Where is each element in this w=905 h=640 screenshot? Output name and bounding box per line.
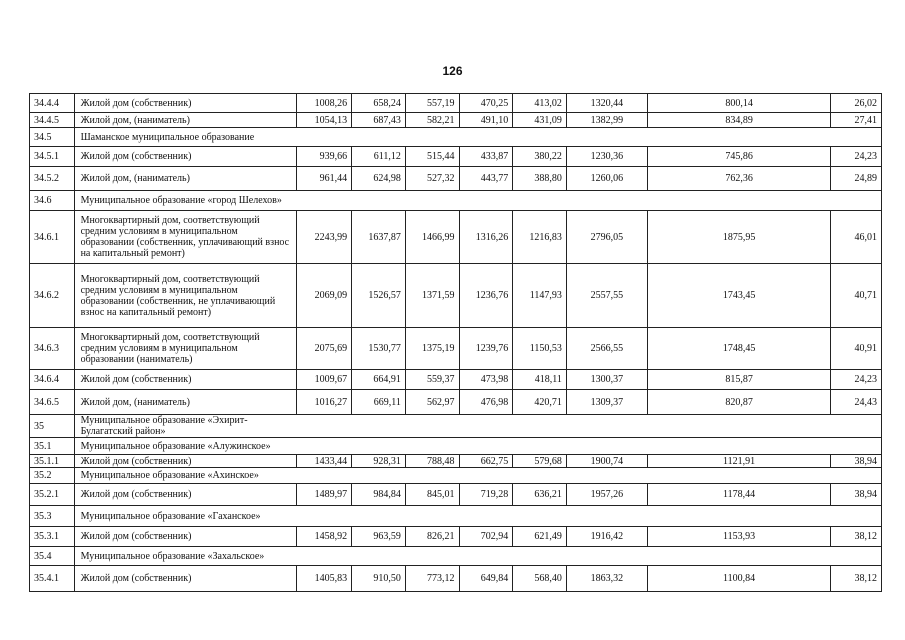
empty-cell	[647, 547, 830, 566]
table-row	[30, 167, 882, 191]
section-row	[30, 191, 882, 211]
value-cell: 1009,67	[297, 370, 352, 390]
empty-cell	[831, 415, 882, 438]
empty-cell	[831, 191, 882, 211]
empty-cell	[566, 547, 647, 566]
empty-cell	[297, 547, 352, 566]
value-cell: 2796,05	[566, 211, 647, 264]
table-body	[30, 94, 882, 592]
row-name: Жилой дом (собственник)	[74, 455, 297, 468]
value-cell: 40,71	[831, 264, 882, 328]
empty-cell	[352, 438, 406, 455]
table-row	[30, 566, 882, 592]
value-cell: 1382,99	[566, 113, 647, 128]
value-cell: 1375,19	[405, 328, 459, 370]
empty-cell	[459, 415, 513, 438]
empty-cell	[297, 191, 352, 211]
value-cell: 1637,87	[352, 211, 406, 264]
value-cell: 579,68	[513, 455, 567, 468]
empty-cell	[566, 128, 647, 147]
table-row	[30, 113, 882, 128]
value-cell: 939,66	[297, 147, 352, 167]
value-cell: 963,59	[352, 527, 406, 547]
value-cell: 1458,92	[297, 527, 352, 547]
empty-cell	[566, 191, 647, 211]
value-cell: 582,21	[405, 113, 459, 128]
row-name: Жилой дом, (наниматель)	[74, 113, 297, 128]
value-cell: 773,12	[405, 566, 459, 592]
empty-cell	[647, 468, 830, 484]
value-cell: 1153,93	[647, 527, 830, 547]
value-cell: 562,97	[405, 390, 459, 415]
value-cell: 2557,55	[566, 264, 647, 328]
section-row	[30, 506, 882, 527]
value-cell: 845,01	[405, 484, 459, 506]
row-name: Жилой дом (собственник)	[74, 370, 297, 390]
value-cell: 38,94	[831, 484, 882, 506]
tariff-table	[29, 93, 882, 592]
page-number: 126	[442, 64, 463, 78]
value-cell: 636,21	[513, 484, 567, 506]
value-cell: 649,84	[459, 566, 513, 592]
empty-cell	[647, 438, 830, 455]
row-code: 35.4.1	[30, 566, 75, 592]
value-cell: 1863,32	[566, 566, 647, 592]
value-cell: 1316,26	[459, 211, 513, 264]
row-name: Жилой дом (собственник)	[74, 484, 297, 506]
section-title: Муниципальное образование «Гаханское»	[74, 506, 297, 527]
row-code: 34.5	[30, 128, 75, 147]
row-name: Жилой дом, (наниматель)	[74, 390, 297, 415]
value-cell: 1008,26	[297, 94, 352, 113]
section-title: Муниципальное образование «Захальское»	[74, 547, 297, 566]
empty-cell	[513, 438, 567, 455]
value-cell: 40,91	[831, 328, 882, 370]
value-cell: 1916,42	[566, 527, 647, 547]
value-cell: 420,71	[513, 390, 567, 415]
empty-cell	[405, 128, 459, 147]
empty-cell	[297, 438, 352, 455]
value-cell: 380,22	[513, 147, 567, 167]
value-cell: 418,11	[513, 370, 567, 390]
value-cell: 1230,36	[566, 147, 647, 167]
table-row	[30, 94, 882, 113]
section-title: Шаманское муниципальное образование	[74, 128, 297, 147]
empty-cell	[297, 468, 352, 484]
row-code: 35.1	[30, 438, 75, 455]
row-code: 35.2.1	[30, 484, 75, 506]
table-row	[30, 211, 882, 264]
value-cell: 1748,45	[647, 328, 830, 370]
table-row	[30, 455, 882, 468]
row-name: Жилой дом, (наниматель)	[74, 167, 297, 191]
empty-cell	[566, 468, 647, 484]
table-row	[30, 527, 882, 547]
empty-cell	[459, 128, 513, 147]
value-cell: 27,41	[831, 113, 882, 128]
value-cell: 38,12	[831, 527, 882, 547]
section-row	[30, 547, 882, 566]
value-cell: 527,32	[405, 167, 459, 191]
section-title: Муниципальное образование «Ахинское»	[74, 468, 297, 484]
row-name: Жилой дом (собственник)	[74, 147, 297, 167]
value-cell: 826,21	[405, 527, 459, 547]
value-cell: 621,49	[513, 527, 567, 547]
section-row	[30, 415, 882, 438]
value-cell: 473,98	[459, 370, 513, 390]
empty-cell	[459, 468, 513, 484]
value-cell: 611,12	[352, 147, 406, 167]
value-cell: 719,28	[459, 484, 513, 506]
empty-cell	[566, 438, 647, 455]
value-cell: 624,98	[352, 167, 406, 191]
value-cell: 413,02	[513, 94, 567, 113]
table-row	[30, 484, 882, 506]
value-cell: 1054,13	[297, 113, 352, 128]
value-cell: 815,87	[647, 370, 830, 390]
empty-cell	[405, 191, 459, 211]
value-cell: 687,43	[352, 113, 406, 128]
value-cell: 1260,06	[566, 167, 647, 191]
section-title: Муниципальное образование «город Шелехов»	[74, 191, 297, 211]
value-cell: 515,44	[405, 147, 459, 167]
row-code: 34.5.2	[30, 167, 75, 191]
row-code: 34.6	[30, 191, 75, 211]
section-row	[30, 468, 882, 484]
row-code: 35.2	[30, 468, 75, 484]
empty-cell	[297, 506, 352, 527]
empty-cell	[513, 191, 567, 211]
row-code: 35.4	[30, 547, 75, 566]
row-code: 34.4.4	[30, 94, 75, 113]
value-cell: 24,43	[831, 390, 882, 415]
empty-cell	[297, 128, 352, 147]
value-cell: 800,14	[647, 94, 830, 113]
value-cell: 1489,97	[297, 484, 352, 506]
empty-cell	[647, 506, 830, 527]
value-cell: 745,86	[647, 147, 830, 167]
value-cell: 38,94	[831, 455, 882, 468]
row-name: Многоквартирный дом, соответствующий средним условиям в муниципальном образовании (собственник, уплачивающий взнос на капитальный ремонт)	[74, 211, 297, 264]
row-code: 34.6.1	[30, 211, 75, 264]
row-name: Многоквартирный дом, соответствующий средним условиям в муниципальном образовании (наниматель)	[74, 328, 297, 370]
value-cell: 984,84	[352, 484, 406, 506]
empty-cell	[513, 506, 567, 527]
empty-cell	[297, 415, 352, 438]
value-cell: 961,44	[297, 167, 352, 191]
value-cell: 1236,76	[459, 264, 513, 328]
value-cell: 910,50	[352, 566, 406, 592]
value-cell: 1466,99	[405, 211, 459, 264]
value-cell: 928,31	[352, 455, 406, 468]
row-code: 35.1.1	[30, 455, 75, 468]
value-cell: 46,01	[831, 211, 882, 264]
value-cell: 664,91	[352, 370, 406, 390]
table-row	[30, 390, 882, 415]
value-cell: 491,10	[459, 113, 513, 128]
empty-cell	[647, 415, 830, 438]
empty-cell	[352, 506, 406, 527]
value-cell: 443,77	[459, 167, 513, 191]
row-name: Жилой дом (собственник)	[74, 527, 297, 547]
value-cell: 1320,44	[566, 94, 647, 113]
value-cell: 1309,37	[566, 390, 647, 415]
row-code: 34.6.4	[30, 370, 75, 390]
value-cell: 1016,27	[297, 390, 352, 415]
empty-cell	[831, 468, 882, 484]
empty-cell	[405, 415, 459, 438]
table-row	[30, 147, 882, 167]
value-cell: 559,37	[405, 370, 459, 390]
empty-cell	[513, 415, 567, 438]
empty-cell	[831, 506, 882, 527]
value-cell: 38,12	[831, 566, 882, 592]
empty-cell	[647, 128, 830, 147]
row-name: Многоквартирный дом, соответствующий средним условиям в муниципальном образовании (собственник, не уплачивающий взнос на капитальный ремонт)	[74, 264, 297, 328]
value-cell: 433,87	[459, 147, 513, 167]
value-cell: 1875,95	[647, 211, 830, 264]
value-cell: 568,40	[513, 566, 567, 592]
section-row	[30, 438, 882, 455]
empty-cell	[513, 468, 567, 484]
value-cell: 1100,84	[647, 566, 830, 592]
value-cell: 834,89	[647, 113, 830, 128]
empty-cell	[566, 415, 647, 438]
empty-cell	[352, 468, 406, 484]
value-cell: 658,24	[352, 94, 406, 113]
empty-cell	[459, 191, 513, 211]
value-cell: 1900,74	[566, 455, 647, 468]
row-code: 35.3.1	[30, 527, 75, 547]
empty-cell	[513, 547, 567, 566]
empty-cell	[459, 438, 513, 455]
empty-cell	[459, 547, 513, 566]
value-cell: 1150,53	[513, 328, 567, 370]
empty-cell	[513, 128, 567, 147]
value-cell: 2566,55	[566, 328, 647, 370]
row-code: 35	[30, 415, 75, 438]
value-cell: 1239,76	[459, 328, 513, 370]
row-code: 34.6.5	[30, 390, 75, 415]
empty-cell	[405, 506, 459, 527]
empty-cell	[352, 191, 406, 211]
empty-cell	[352, 415, 406, 438]
value-cell: 1300,37	[566, 370, 647, 390]
section-row	[30, 128, 882, 147]
section-title: Муниципальное образование «Алужинское»	[74, 438, 297, 455]
value-cell: 788,48	[405, 455, 459, 468]
value-cell: 2075,69	[297, 328, 352, 370]
row-code: 34.5.1	[30, 147, 75, 167]
value-cell: 26,02	[831, 94, 882, 113]
empty-cell	[459, 506, 513, 527]
table-row	[30, 370, 882, 390]
value-cell: 702,94	[459, 527, 513, 547]
value-cell: 470,25	[459, 94, 513, 113]
value-cell: 1526,57	[352, 264, 406, 328]
value-cell: 1371,59	[405, 264, 459, 328]
row-name: Жилой дом (собственник)	[74, 94, 297, 113]
value-cell: 476,98	[459, 390, 513, 415]
empty-cell	[352, 547, 406, 566]
empty-cell	[405, 468, 459, 484]
row-code: 34.6.2	[30, 264, 75, 328]
row-code: 34.6.3	[30, 328, 75, 370]
table-row	[30, 328, 882, 370]
value-cell: 24,23	[831, 147, 882, 167]
row-name: Жилой дом (собственник)	[74, 566, 297, 592]
empty-cell	[405, 547, 459, 566]
value-cell: 1121,91	[647, 455, 830, 468]
value-cell: 1530,77	[352, 328, 406, 370]
empty-cell	[647, 191, 830, 211]
value-cell: 1405,83	[297, 566, 352, 592]
value-cell: 431,09	[513, 113, 567, 128]
value-cell: 2243,99	[297, 211, 352, 264]
value-cell: 557,19	[405, 94, 459, 113]
value-cell: 2069,09	[297, 264, 352, 328]
value-cell: 1216,83	[513, 211, 567, 264]
section-title: Муниципальное образование «Эхирит-Булагатский район»	[74, 415, 297, 438]
value-cell: 24,23	[831, 370, 882, 390]
value-cell: 24,89	[831, 167, 882, 191]
row-code: 35.3	[30, 506, 75, 527]
value-cell: 1743,45	[647, 264, 830, 328]
value-cell: 1178,44	[647, 484, 830, 506]
empty-cell	[352, 128, 406, 147]
value-cell: 1957,26	[566, 484, 647, 506]
empty-cell	[831, 547, 882, 566]
value-cell: 669,11	[352, 390, 406, 415]
empty-cell	[405, 438, 459, 455]
value-cell: 388,80	[513, 167, 567, 191]
empty-cell	[831, 438, 882, 455]
empty-cell	[831, 128, 882, 147]
value-cell: 1147,93	[513, 264, 567, 328]
value-cell: 662,75	[459, 455, 513, 468]
table-row	[30, 264, 882, 328]
empty-cell	[566, 506, 647, 527]
value-cell: 1433,44	[297, 455, 352, 468]
row-code: 34.4.5	[30, 113, 75, 128]
value-cell: 762,36	[647, 167, 830, 191]
value-cell: 820,87	[647, 390, 830, 415]
